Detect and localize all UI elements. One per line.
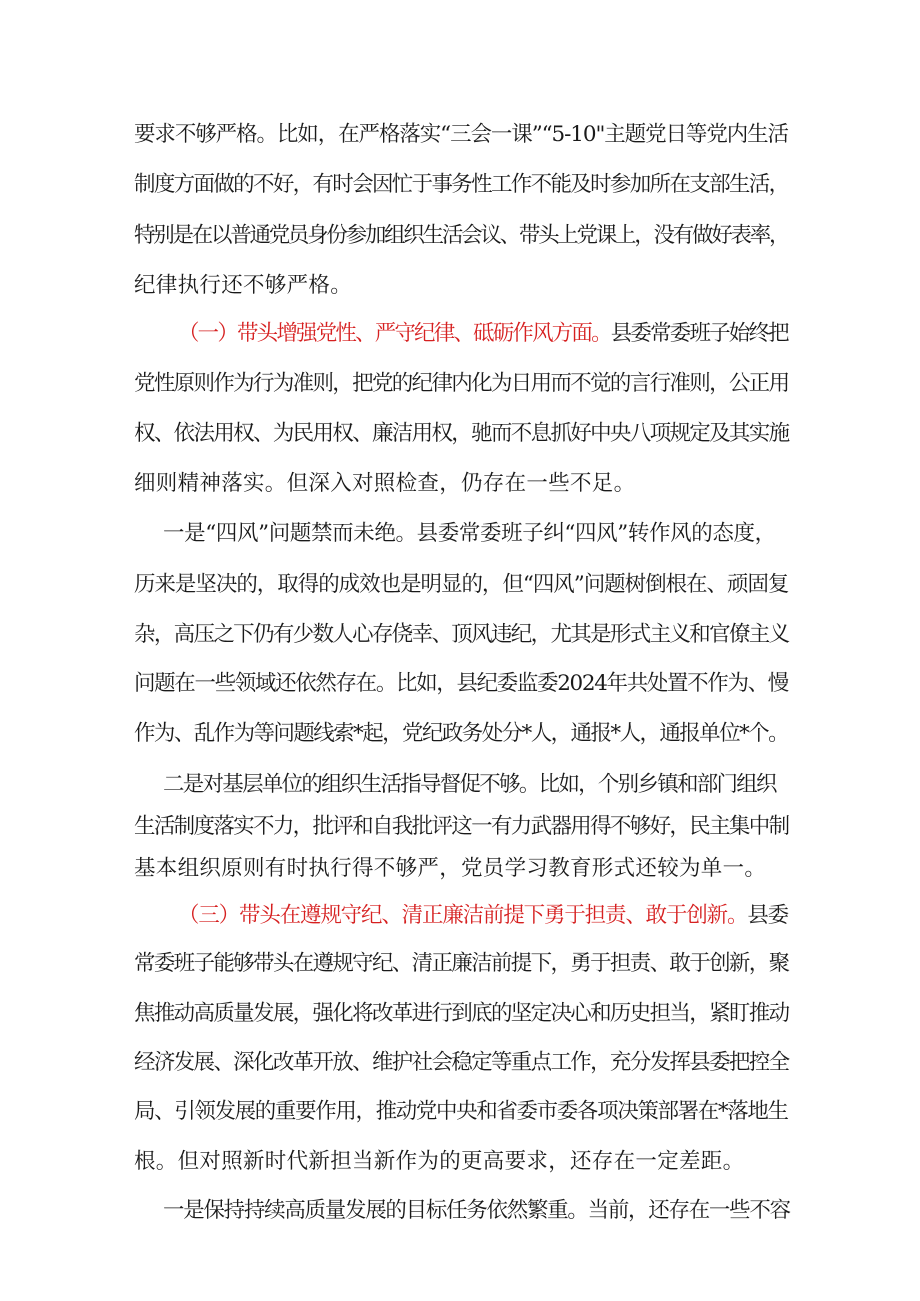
body-text: 县委 (747, 903, 789, 928)
paragraph-3-line-4 (134, 666, 788, 702)
body-text: 制度方面做的不好，有时会因忙于事务性工作不能及时参加所在支部生活， (134, 172, 789, 197)
paragraph-3-line-2 (134, 567, 788, 603)
paragraph-3-line-1 (163, 516, 776, 552)
body-text: 作为、乱作为等问题线索*起，党纪政务处分*人，通报*人，通报单位*个。 (134, 721, 789, 746)
body-text: 要求不够严格。比如，在严格落实“三会一课”“5-10"主题党日等党内生活 (134, 122, 788, 147)
paragraph-1-line-2 (134, 167, 788, 203)
paragraph-1-line-1 (134, 117, 788, 153)
body-text: 县委常委班子始终把 (610, 321, 788, 346)
body-text: 二是对基层单位的组织生活指导督促不够。比如，个别乡镇和部门组织 (163, 772, 776, 797)
paragraph-5-line-5 (134, 1094, 788, 1130)
paragraph-2-line-2 (134, 366, 788, 402)
paragraph-1-line-4 (134, 268, 794, 304)
body-text: 细则精神落实。但深入对照检查，仍存在一些不足。 (134, 471, 636, 496)
paragraph-1-line-3 (134, 218, 788, 254)
body-text: 经济发展、深化改革开放、维护社会稳定等重点工作，充分发挥县委把控全 (134, 1050, 789, 1075)
body-text: 权、依法用权、为民用权、廉洁用权，驰而不息抓好中央八项规定及其实施 (134, 421, 789, 446)
body-text: 根。但对照新时代新担当新作为的更高要求，还存在一定差距。 (134, 1149, 745, 1174)
body-text: 特别是在以普通党员身份参加组织生活会议、带头上党课上，没有做好表率， (134, 223, 789, 248)
paragraph-2-line-4 (134, 466, 794, 502)
body-text: 杂，高压之下仍有少数人心存侥幸、顶风违纪，尤其是形式主义和官僚主义 (134, 622, 789, 647)
body-text: 生活制度落实不力，批评和自我批评这一有力武器用得不够好，民主集中制 (134, 814, 789, 839)
body-text: 历来是坚决的，取得的成效也是明显的，但“四风”问题树倒根在、顽固复 (134, 572, 789, 597)
paragraph-5-line-6 (134, 1144, 794, 1180)
body-text: 纪律执行还不够严格。 (134, 273, 353, 298)
paragraph-4-line-1 (163, 767, 776, 803)
paragraph-3-line-5 (134, 716, 788, 752)
paragraph-2-line-1 (178, 316, 788, 352)
body-text: 党性原则作为行为准则，把党的纪律内化为日用而不觉的言行准则，公正用 (134, 371, 789, 396)
body-text: 问题在一些领域还依然存在。比如，县纪委监委2024年共处置不作为、慢 (134, 671, 788, 696)
paragraph-4-line-2 (134, 809, 788, 845)
paragraph-3-line-3 (134, 617, 788, 653)
paragraph-6-line-1 (163, 1193, 790, 1229)
section-heading-text: （三）带头在遵规守纪、清正廉洁前提下勇于担责、敢于创新。 (178, 903, 748, 928)
body-text: 焦推动高质量发展，强化将改革进行到底的坚定决心和历史担当，紧盯推动 (134, 1001, 789, 1026)
body-text: 基本组织原则有时执行得不够严，党员学习教育形式还较为单一。 (134, 856, 767, 881)
paragraph-5-line-1 (178, 898, 788, 934)
section-heading-text: （一）带头增强党性、严守纪律、砥砺作风方面。 (178, 321, 611, 346)
body-text: 局、引领发展的重要作用，推动党中央和省委市委各项决策部署在*落地生 (134, 1099, 788, 1124)
paragraph-5-line-2 (134, 946, 788, 982)
body-text: 常委班子能够带头在遵规守纪、清正廉洁前提下，勇于担责、敢于创新，聚 (134, 951, 789, 976)
paragraph-5-line-3 (134, 996, 788, 1032)
paragraph-2-line-3 (134, 416, 788, 452)
body-text: 一是保持持续高质量发展的目标任务依然繁重。当前，还存在一些不容 (163, 1198, 790, 1223)
body-text: 一是“四风”问题禁而未绝。县委常委班子纠“四风”转作风的态度， (163, 521, 776, 546)
paragraph-5-line-4 (134, 1045, 788, 1081)
paragraph-4-line-3 (134, 851, 794, 887)
